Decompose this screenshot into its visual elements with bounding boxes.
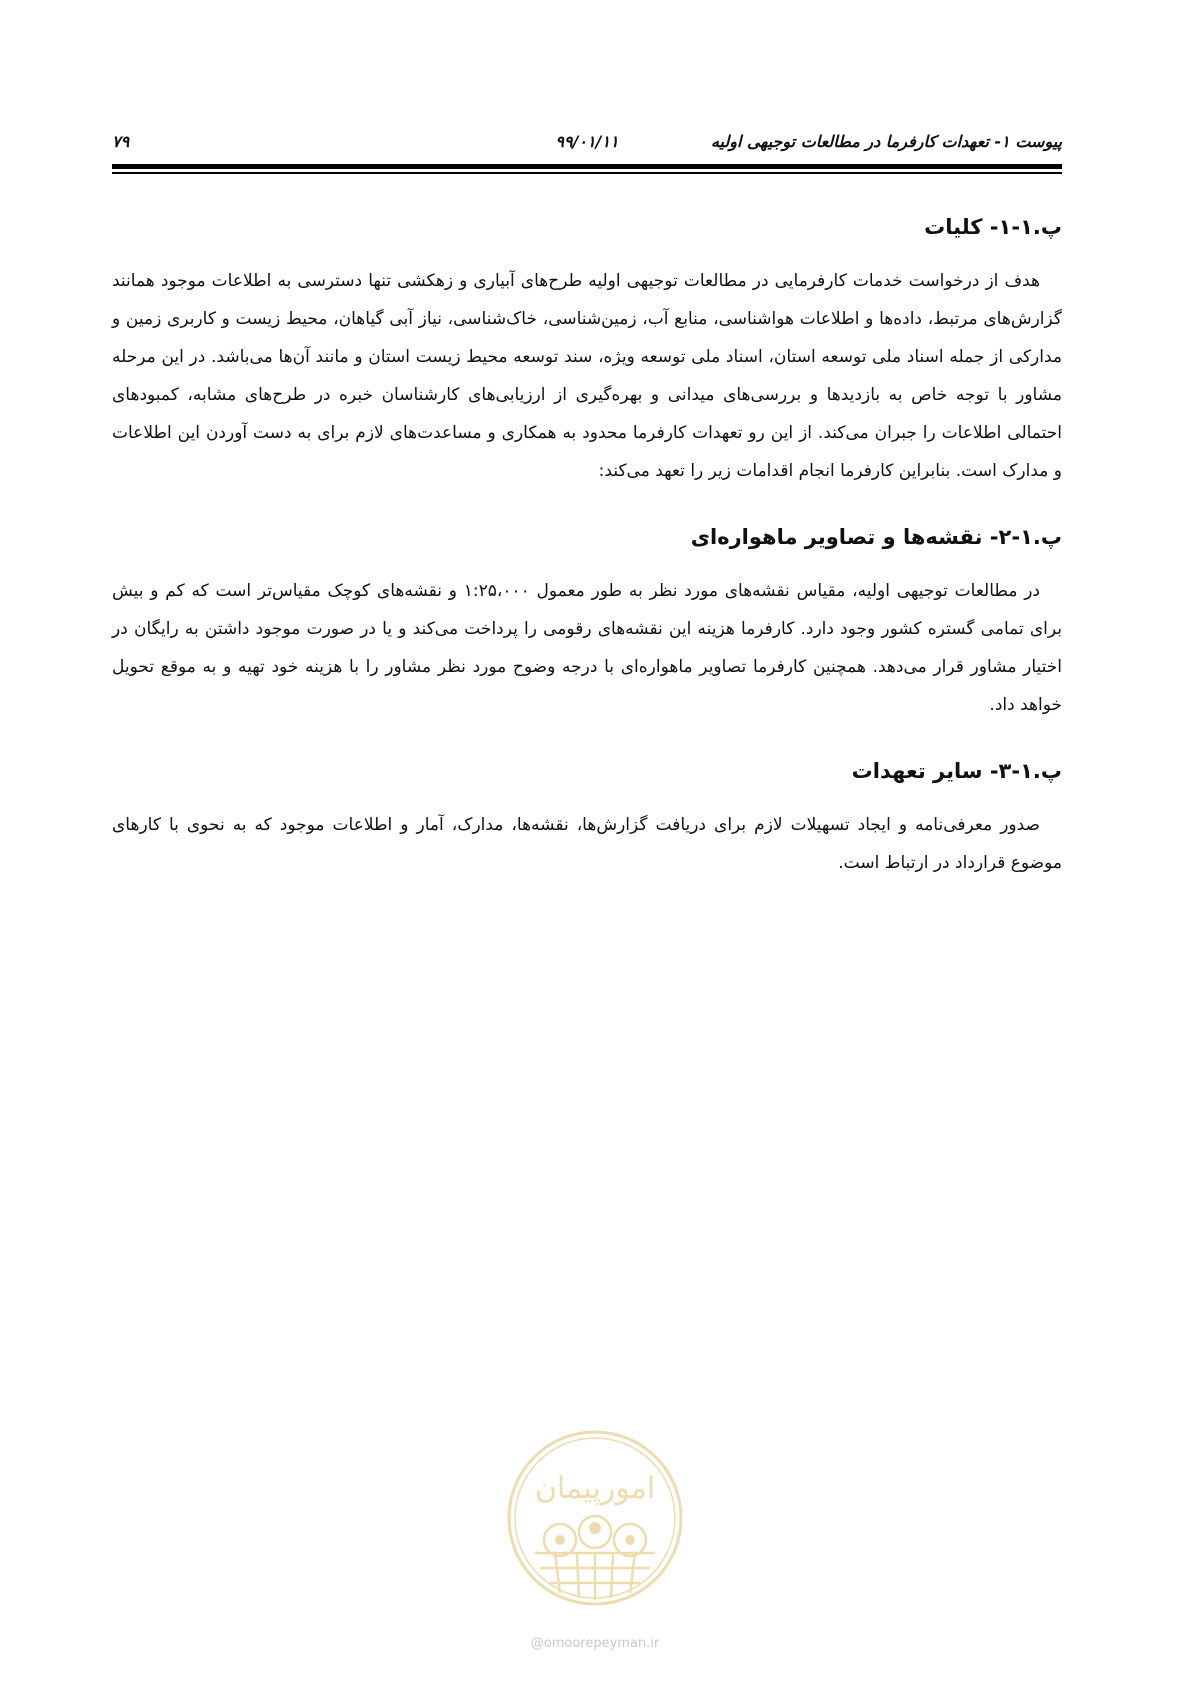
section-title: پ.۱-۳- سایر تعهدات xyxy=(851,759,1062,783)
section-title: پ.۱-۲- نقشه‌ها و تصاویر ماهواره‌ای xyxy=(690,525,1062,549)
document-body xyxy=(112,210,1062,912)
section-paragraph: صدور معرفی‌نامه و ایجاد تسهیلات لازم برای دریافت گزارش‌ها، نقشه‌ها، مدارک، آمار و اطلاعات موجود که به نحوی با کارهای موضوع قرارداد در ارتباط است. xyxy=(112,815,1062,873)
header-rule-thick xyxy=(112,164,1062,169)
section-paragraph: هدف از درخواست خدمات کارفرمایی در مطالعات توجیهی اولیه طرح‌های آبیاری و زهکشی تنها دسترسی به اطلاعات موجود همانند گزارش‌های مرتبط، داده‌ها و اطلاعات هواشناسی، منابع آب، زمین‌شناسی، خاک‌شناسی، نیاز آبی گیاهان، محیط زیست و کاربری زمین و مدارکی از جمله اسناد ملی توسعه استان، اسناد ملی توسعه ویژه، سند توسعه محیط زیست استان و مانند آن‌ها می‌باشد. در این مرحله مشاور با توجه خاص به بازدیدها و بررسی‌های میدانی و بهره‌گیری از ارزیابی‌های کارشناسان خبره در طرح‌های مشابه، کمبودهای احتمالی اطلاعات را جبران می‌کند. از این رو تعهدات کارفرما محدود به همکاری و مساعدت‌های لازم برای به دست آوردن این اطلاعات و مدارک است. بنابراین کارفرما انجام اقدامات زیر را تعهد می‌کند: xyxy=(112,271,1062,481)
section-other xyxy=(112,754,1062,882)
page-header xyxy=(112,128,1062,156)
header-title: پیوست ۱- تعهدات کارفرما در مطالعات توجیهی اولیه xyxy=(710,132,1062,151)
section-general xyxy=(112,210,1062,490)
page-number: ۷۹ xyxy=(112,132,130,151)
section-paragraph: در مطالعات توجیهی اولیه، مقیاس نقشه‌های مورد نظر به طور معمول ۱:۲۵،۰۰۰ و نقشه‌های کوچک مقیاس‌تر است که کم و بیش برای تمامی گستره کشور وجود دارد. کارفرما هزینه این نقشه‌های رقومی را پرداخت می‌کند و یا در صورت موجود داشتن به رایگان در اختیار مشاور قرار می‌دهد. همچنین کارفرما تصاویر ماهواره‌ای با درجه وضوح مورد نظر مشاور را با هزینه خود تهیه و به موقع تحویل خواهد داد. xyxy=(112,581,1062,715)
section-title: پ.۱-۱- کلیات xyxy=(924,215,1062,239)
header-rule-thin xyxy=(112,172,1062,174)
logo-lettering: امورپیمان xyxy=(534,1471,656,1506)
header-date: ۹۹/۰۱/۱۱ xyxy=(555,132,619,151)
watermark-url: @omoorepeyman.ir xyxy=(530,1636,660,1651)
watermark-logo xyxy=(505,1428,685,1608)
section-maps xyxy=(112,520,1062,724)
